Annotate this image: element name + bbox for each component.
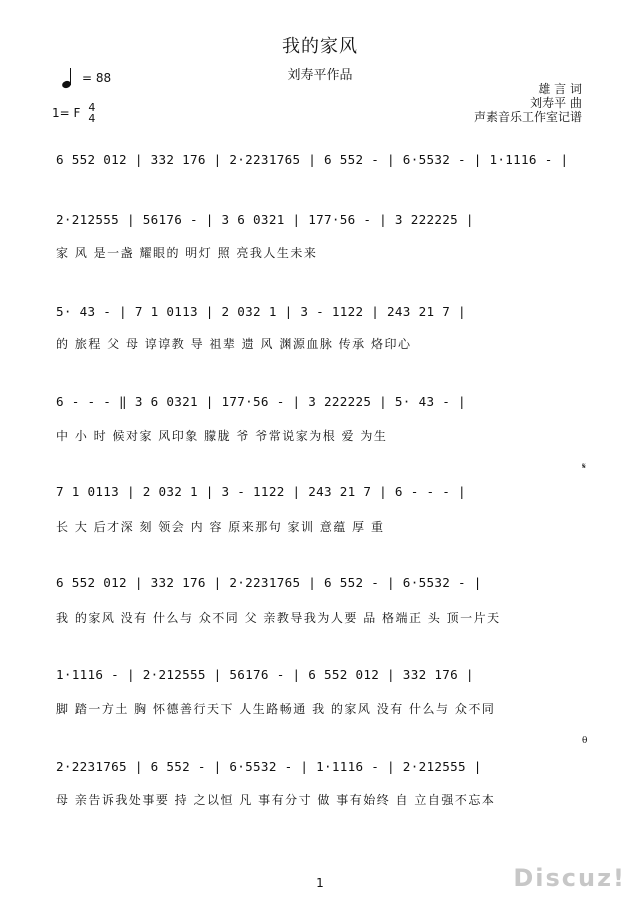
- coda-icon: θ: [582, 736, 588, 746]
- score-lyrics: 我 的家风 没有 什么与 众不同 父 亲教导我为人要 品 格端正 头 顶一片天: [56, 611, 501, 625]
- song-title: 我的家风: [282, 36, 358, 57]
- score-notes: 1·1116 - | 2·212555 | 56176 - | 6 552 012 | 332 176 |: [56, 667, 474, 682]
- watermark: Discuz!: [513, 864, 626, 892]
- score-notes: 6 - - - ‖ 3 6 0321 | 177·56 - | 3 222225 | 5· 43 - |: [56, 394, 466, 409]
- score-notes: 6 552 012 | 332 176 | 2·2231765 | 6 552 - | 6·5532 - | 1·1116 - |: [56, 152, 569, 167]
- transcriber-credit: 声素音乐工作室记谱: [473, 110, 582, 124]
- tempo-value: = 88: [82, 71, 112, 85]
- score-notes: 2·212555 | 56176 - | 3 6 0321 | 177·56 - | 3 222225 |: [56, 212, 474, 227]
- tempo-marking: [62, 68, 111, 88]
- time-signature-top: 4: [88, 101, 96, 114]
- time-signature-bottom: 4: [88, 112, 96, 125]
- composer-credit: 刘寿平 曲: [530, 96, 582, 110]
- score-lyrics: 脚 踏一方土 胸 怀德善行天下 人生路畅通 我 的家风 没有 什么与 众不同: [56, 702, 496, 716]
- score-notes: 5· 43 - | 7 1 0113 | 2 032 1 | 3 - 1122 | 243 21 7 |: [56, 304, 466, 319]
- page-number: 1: [316, 876, 324, 890]
- score-notes: 6 552 012 | 332 176 | 2·2231765 | 6 552 - | 6·5532 - |: [56, 575, 482, 590]
- score-notes: 7 1 0113 | 2 032 1 | 3 - 1122 | 243 21 7 | 6 - - - |: [56, 484, 466, 499]
- lyricist-credit: 雄 言 词: [538, 82, 582, 96]
- song-subtitle: 刘寿平作品: [287, 68, 353, 83]
- quarter-note-icon: [62, 68, 78, 88]
- score-lyrics: 家 风 是一盏 耀眼的 明灯 照 亮我人生未来: [56, 246, 318, 260]
- score-lyrics: 母 亲告诉我处事要 持 之以恒 凡 事有分寸 做 事有始终 自 立自强不忘本: [56, 793, 496, 807]
- score-lyrics: 的 旅程 父 母 谆谆教 导 祖辈 遗 风 渊源血脉 传承 烙印心: [56, 337, 412, 351]
- score-notes: 2·2231765 | 6 552 - | 6·5532 - | 1·1116 - | 2·212555 |: [56, 759, 482, 774]
- time-signature: [88, 102, 95, 124]
- key-label: 1= F: [52, 106, 81, 120]
- score-lyrics: 中 小 时 候对家 风印象 朦胧 爷 爷常说家为根 爱 为生: [56, 429, 388, 443]
- credits: [474, 82, 582, 124]
- score-lyrics: 长 大 后才深 刻 领会 内 容 原来那句 家训 意蕴 厚 重: [56, 520, 385, 534]
- segno-icon: 𝄋: [582, 462, 586, 472]
- key-signature: [52, 102, 95, 124]
